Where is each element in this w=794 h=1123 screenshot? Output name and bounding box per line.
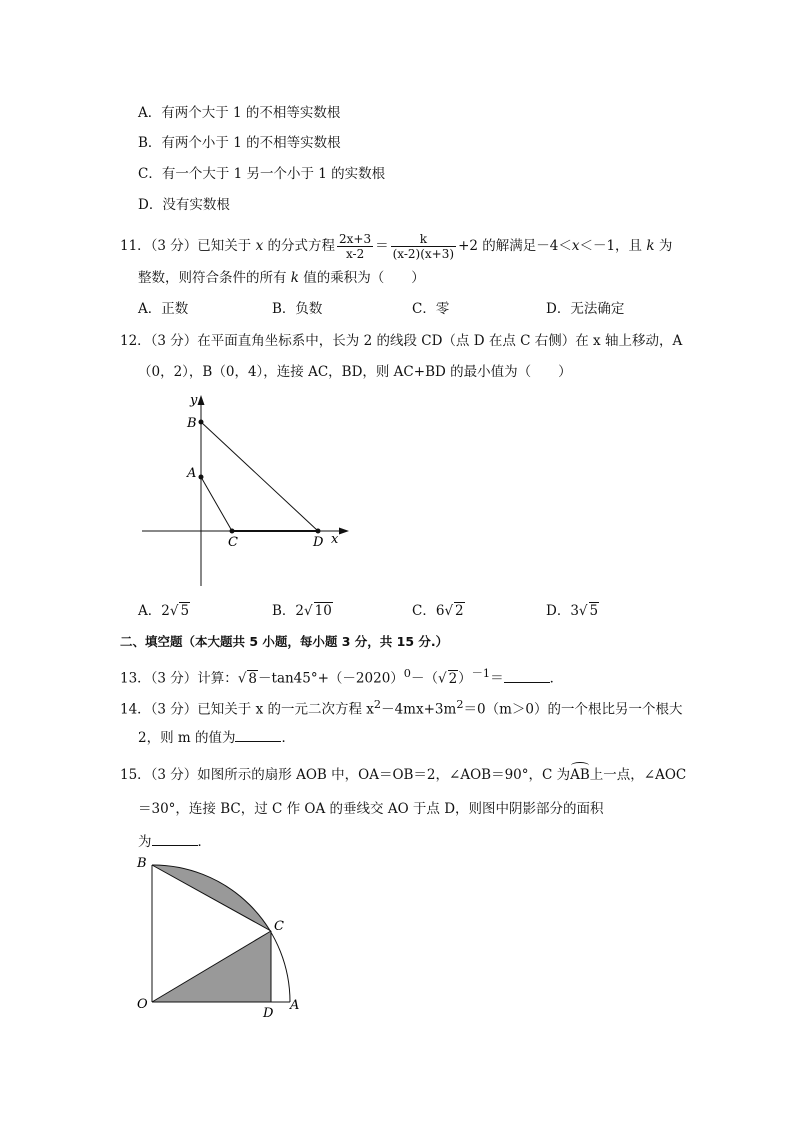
exponent-two: 2 [456, 698, 464, 711]
fraction-1-numerator: 2x+3 [339, 232, 372, 246]
q11-tail: 为 [654, 238, 673, 254]
q14-end: ． [281, 730, 295, 746]
q12-coordinate-figure [130, 388, 360, 593]
segment-bd [201, 422, 318, 531]
point-c [230, 529, 235, 534]
radicand: 8 [248, 670, 258, 687]
q12-stem-line2: （0，2），B（0，4），连接 AC，BD，则 AC+BD 的最小值为（ ） [138, 364, 572, 380]
y-axis-arrow [198, 395, 205, 405]
q15-prefix: 15．（3 分）如图所示的扇形 AOB 中，OA＝OB＝2，∠AOB＝90°，C 为 [120, 767, 571, 783]
point-a [199, 475, 204, 480]
option-coef: 6 [435, 603, 445, 619]
q11-option-c: C．零 [412, 301, 450, 317]
q11-stem-line1 [120, 228, 672, 264]
q11-line2-a: 整数，则符合条件的所有 [138, 270, 291, 286]
q11-equals: ＝ [375, 238, 389, 254]
label-a: A [187, 466, 197, 481]
var-k: k [290, 270, 299, 286]
option-coef: 3 [570, 603, 579, 619]
radicand: 2 [448, 670, 458, 687]
answer-blank[interactable] [504, 668, 550, 683]
segment-bc [152, 865, 271, 931]
q11-range-end: ＜－1，且 [579, 238, 647, 254]
label-d: D [263, 1006, 274, 1020]
radicand: 10 [314, 603, 332, 619]
q12-option-d: D．3√ 5 [546, 603, 599, 619]
q11-stem-line2 [138, 268, 425, 288]
segment-ac [201, 477, 232, 531]
label-o: O [137, 997, 148, 1012]
q13-end: ． [549, 670, 564, 687]
label-a: A [290, 998, 300, 1013]
answer-blank[interactable] [152, 831, 198, 846]
q11-prefix: 11．（3 分）已知关于 [120, 238, 256, 254]
option-coef: 2 [161, 603, 170, 619]
point-b [199, 420, 204, 425]
x-axis-arrow [339, 528, 349, 535]
label-y: y [190, 393, 198, 408]
q15-line3: 为 [138, 834, 152, 850]
q11-option-d: D．无法确定 [546, 301, 625, 317]
q15-stem-line3 [138, 831, 211, 852]
q15-sector-figure [130, 850, 310, 1020]
q13-equals: ＝ [490, 670, 504, 687]
q13-stem: 13．（3 分）计算：√ $8-\tan 45^\circ+(-2020)^0-(√$ 2）$^{-1}$＝ ． [120, 667, 564, 687]
fraction-2 [391, 232, 456, 261]
answer-blank[interactable] [235, 727, 281, 742]
fraction-2-numerator: k [391, 232, 456, 247]
option-letter: C． [412, 603, 436, 619]
q11-line2-b: 值的乘积为（ ） [298, 270, 425, 286]
q12-option-b: B．2√ 10 [272, 603, 332, 619]
q13-prefix: 13．（3 分）计算： [120, 670, 238, 687]
q14-line2: 2，则 m 的值为 [138, 730, 236, 746]
var-x: x [255, 238, 264, 254]
q11-condition: +2 的解满足－4＜ [458, 238, 572, 254]
q13-mid: －tan45°+（－2020） [258, 670, 404, 687]
q10-option-b: B．有两个小于 1 的不相等实数根 [138, 135, 341, 151]
q12-option-c: C．6√ 2 [412, 603, 464, 619]
label-c: C [228, 535, 238, 550]
var-k: k [646, 238, 655, 254]
q11-option-b: B．负数 [272, 301, 323, 317]
radicand: 5 [589, 603, 599, 619]
option-coef: 2 [295, 603, 305, 619]
fraction-1 [337, 232, 373, 261]
q11-mid: 的分式方程 [263, 238, 336, 254]
q13-close: ） [458, 670, 472, 687]
radicand: 5 [180, 603, 190, 619]
section-2-heading: 二、填空题（本大题共 5 小题，每小题 3 分，共 15 分.） [120, 634, 449, 649]
q14-stem-line1 [120, 695, 682, 720]
q14-mid: －4mx+3m [381, 701, 457, 718]
label-b: B [137, 856, 147, 871]
label-d: D [313, 535, 324, 550]
q12-stem-line1: 12．（3 分）在平面直角坐标系中，长为 2 的线段 CD（点 D 在点 C 右侧）在 x 轴上移动，A [120, 333, 683, 349]
q13-mid2: －（ [410, 670, 438, 687]
fraction-1-denominator: x-2 [345, 247, 365, 261]
radicand: 2 [455, 603, 464, 619]
label-c: C [274, 919, 284, 934]
q15-stem-line2: ＝30°，连接 BC，过 C 作 OA 的垂线交 AO 于点 D，则图中阴影部分的面积 [138, 801, 604, 817]
var-x: x [571, 238, 580, 254]
q12-option-a: A．2√ 5 [138, 603, 190, 619]
fraction-2-denominator: (x-2)(x+3) [392, 247, 455, 261]
q10-option-a: A．有两个大于 1 的不相等实数根 [138, 105, 341, 121]
label-x: x [331, 532, 339, 547]
q14-tail: ＝0（m＞0）的一个根比另一个根大 [463, 701, 683, 718]
q10-option-d: D．没有实数根 [138, 197, 230, 213]
q15-end: ． [197, 834, 211, 850]
q10-option-c: C．有一个大于 1 另一个小于 1 的实数根 [138, 166, 386, 182]
q14-stem-line2 [138, 727, 295, 748]
q15-tail: 上一点，∠AOC [589, 767, 687, 783]
point-d [316, 529, 321, 534]
q14-prefix: 14．（3 分）已知关于 x 的一元二次方程 x [120, 701, 374, 718]
exponent-zero: 0 [403, 667, 411, 680]
q11-option-a: A．正数 [138, 301, 189, 317]
exponent-neg-one: －1 [471, 667, 491, 680]
option-letter: D． [546, 603, 571, 619]
exponent-two: 2 [373, 698, 382, 711]
label-b: B [187, 416, 197, 431]
arc-ab: AB [570, 767, 590, 783]
option-letter: A． [138, 603, 162, 619]
option-letter: B． [272, 603, 296, 619]
q15-stem-line1 [120, 765, 686, 785]
